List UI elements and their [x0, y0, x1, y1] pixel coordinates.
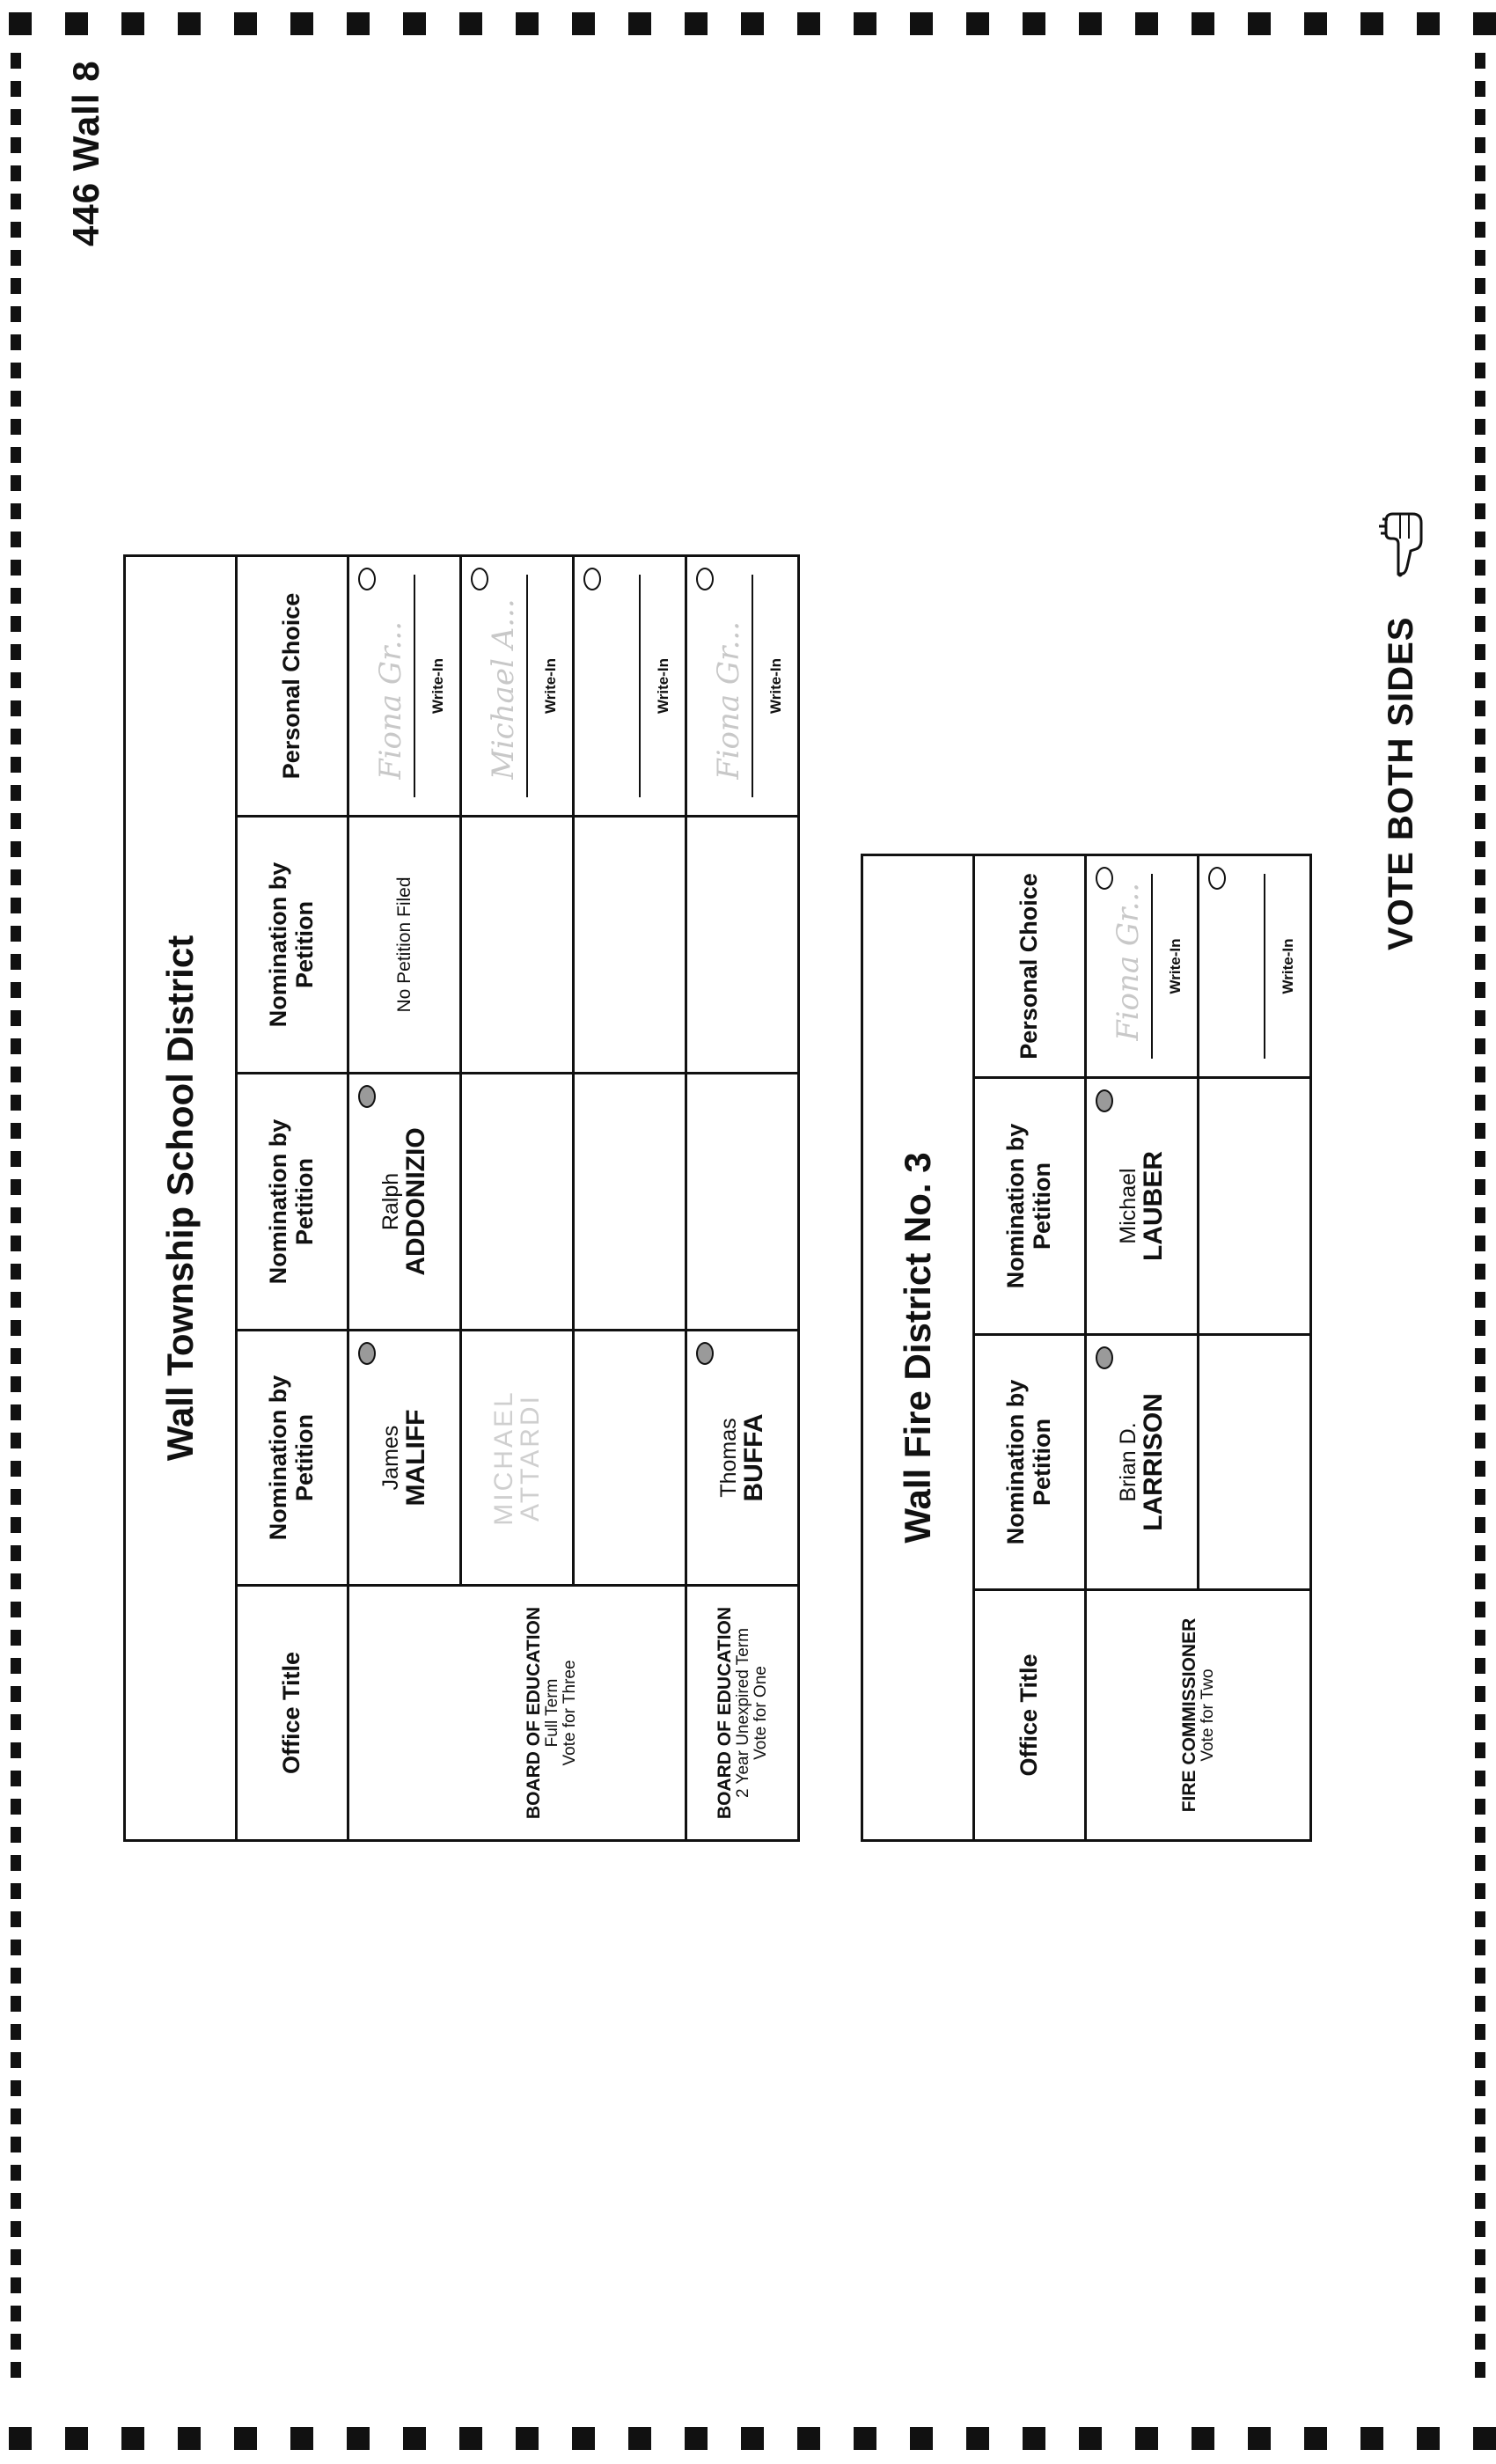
empty-cell	[1199, 1335, 1311, 1590]
candidate-maliff[interactable]: James MALIFF	[348, 1331, 461, 1586]
empty-cell	[686, 1074, 799, 1331]
header-nomination-petition: Nomination by Petition	[237, 817, 348, 1074]
vote-both-sides: VOTE BOTH SIDES	[1382, 616, 1420, 950]
write-in-line	[414, 575, 415, 797]
contest-title-school: Wall Township School District	[125, 555, 237, 1840]
vote-oval[interactable]	[1096, 1346, 1113, 1369]
write-in-slot[interactable]: Write-In	[1199, 854, 1311, 1077]
header-nomination-petition: Nomination by Petition	[974, 1335, 1086, 1590]
vote-oval[interactable]	[358, 1342, 376, 1365]
candidate-lauber[interactable]: Michael LAUBER	[1086, 1078, 1199, 1335]
empty-cell	[461, 1074, 574, 1331]
handwritten-name: MICHAEL ATTARDI	[488, 1390, 545, 1526]
candidate-larrison[interactable]: Brian D. LARRISON	[1086, 1335, 1199, 1590]
write-in-slot[interactable]: Write-In	[574, 555, 686, 816]
empty-cell	[461, 817, 574, 1074]
vote-oval[interactable]	[696, 1342, 714, 1365]
handwritten-name-cell	[461, 1331, 574, 1586]
empty-cell	[574, 1074, 686, 1331]
write-in-slot[interactable]: Fiona Gr... Write-In	[686, 555, 799, 816]
empty-cell	[574, 1331, 686, 1586]
header-personal-choice: Personal Choice	[237, 555, 348, 816]
handwritten-name: Fiona Gr...	[711, 620, 746, 780]
header-nomination-petition: Nomination by Petition	[237, 1331, 348, 1586]
contest-title-fire: Wall Fire District No. 3	[862, 854, 974, 1840]
empty-cell	[1199, 1078, 1311, 1335]
header-personal-choice: Personal Choice	[974, 854, 1086, 1077]
handwritten-name: Fiona Gr...	[1111, 882, 1146, 1041]
fire-district-contest	[861, 854, 1312, 1842]
office-board-of-education-full-term: BOARD OF EDUCATION Full Term Vote for Three	[348, 1586, 686, 1841]
empty-cell	[574, 817, 686, 1074]
header-nomination-petition: Nomination by Petition	[974, 1078, 1086, 1335]
write-in-line	[1264, 874, 1265, 1059]
office-board-of-education-unexpired: BOARD OF EDUCATION 2 Year Unexpired Term Vote for One	[686, 1586, 799, 1841]
handwritten-name: Fiona Gr...	[373, 620, 408, 780]
page-id: 446 Wall 8	[65, 60, 106, 246]
pointing-hand-icon	[1368, 509, 1430, 579]
vote-oval[interactable]	[1208, 867, 1226, 890]
header-office-title: Office Title	[237, 1586, 348, 1841]
write-in-slot[interactable]: Michael A... Write-In	[461, 555, 574, 816]
handwritten-name: Michael A...	[486, 598, 521, 780]
office-fire-commissioner: FIRE COMMISSIONER Vote for Two	[1086, 1590, 1311, 1841]
write-in-line	[752, 575, 753, 797]
vote-oval[interactable]	[358, 1085, 376, 1108]
write-in-line	[639, 575, 641, 797]
header-office-title: Office Title	[974, 1590, 1086, 1841]
header-nomination-petition: Nomination by Petition	[237, 1074, 348, 1331]
candidate-buffa[interactable]: Thomas BUFFA	[686, 1331, 799, 1586]
write-in-slot[interactable]: Fiona Gr... Write-In	[348, 555, 461, 816]
vote-oval[interactable]	[1096, 1089, 1113, 1112]
vote-oval[interactable]	[583, 568, 601, 590]
write-in-line	[526, 575, 528, 797]
no-petition-filed: No Petition Filed	[348, 817, 461, 1074]
empty-cell	[686, 817, 799, 1074]
write-in-slot[interactable]: Fiona Gr... Write-In	[1086, 854, 1199, 1077]
school-district-contest	[123, 554, 800, 1842]
write-in-line	[1151, 874, 1153, 1059]
candidate-addonizio[interactable]: Ralph ADDONIZIO	[348, 1074, 461, 1331]
